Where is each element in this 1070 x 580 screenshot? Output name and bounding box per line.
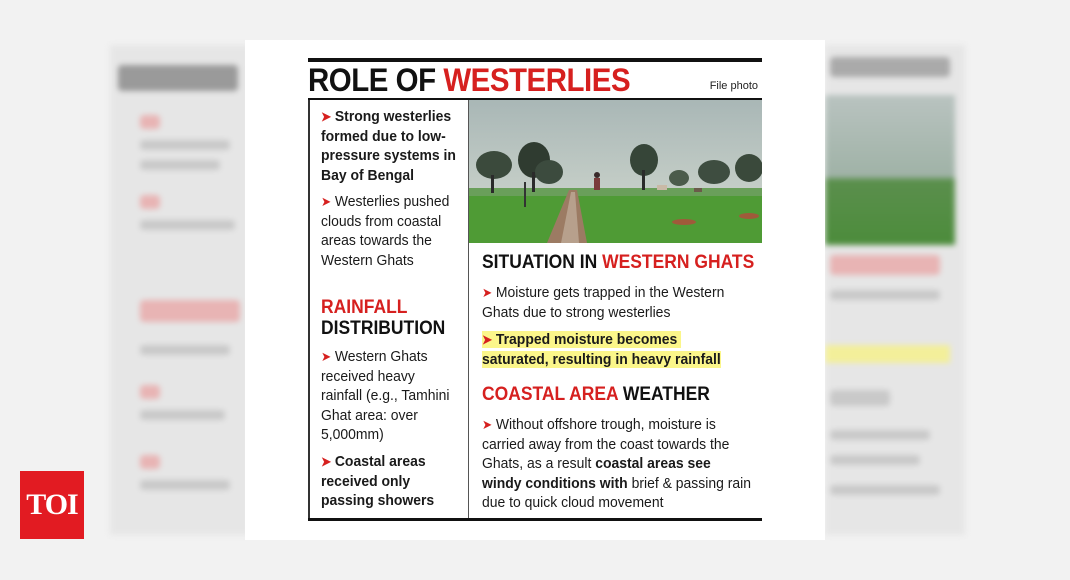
toi-logo[interactable] [20, 471, 84, 539]
arrow-icon: ➤ [482, 332, 493, 347]
highlight-line-1 [482, 331, 681, 348]
right-bullet-1 [482, 283, 756, 322]
section-red: RAINFALL [321, 297, 408, 318]
right-bullet-3-text-1: Without offshore trough, moisture is carried away from the coast towards the Ghats, as a result [482, 416, 730, 472]
section-black: DISTRIBUTION [321, 318, 446, 339]
situation-heading [482, 252, 754, 273]
right-bullet-2-line1: Trapped moisture becomes [495, 331, 678, 348]
left-bullet-3 [321, 347, 456, 445]
section2-black: WEATHER [622, 384, 710, 405]
blurred-left-panel [110, 45, 250, 535]
left-bullet-4-text: Coastal areas received only passing showers [321, 453, 435, 509]
article-image-card [245, 40, 825, 540]
coastal-weather-heading [482, 384, 710, 405]
right-bullet-3-text-2: brief & passing rain due to quick cloud movement [482, 474, 752, 511]
right-bullet-3-bold: coastal areas see windy conditions with [482, 455, 711, 492]
left-bullet-1-text: Strong westerlies formed due to low-pressure systems in Bay of Bengal [321, 108, 456, 184]
arrow-icon: ➤ [482, 285, 493, 300]
left-bullet-3-text: Western Ghats received heavy rainfall (e.g., Tamhini Ghat area: over 5,000mm) [321, 348, 450, 443]
left-bullet-1 [321, 107, 470, 185]
left-bullet-2-text: Westerlies pushed clouds from coastal areas towards the Western Ghats [321, 193, 450, 269]
arrow-icon: ➤ [321, 194, 332, 209]
highlight-line-2: saturated, resulting in heavy rainfall [482, 350, 721, 368]
infographic [308, 58, 762, 521]
right-bullet-3 [482, 415, 752, 513]
section1-red: WESTERN GHATS [602, 252, 755, 273]
section1-black: SITUATION IN [482, 252, 598, 273]
landscape-photo [469, 100, 762, 243]
arrow-icon: ➤ [321, 349, 332, 364]
photo-credit: File photo [709, 80, 758, 92]
infographic-title [308, 63, 630, 97]
right-bullet-1-text: Moisture gets trapped in the Western Ghats due to strong westerlies [482, 284, 725, 321]
title-black: ROLE OF [308, 62, 436, 98]
toi-logo-text: TOI [26, 488, 78, 521]
section2-red: COASTAL AREA [482, 384, 618, 405]
title-red: WESTERLIES [443, 62, 631, 98]
left-bullet-4 [321, 452, 451, 511]
left-column [308, 100, 468, 520]
bottom-rule [308, 518, 762, 521]
left-bullet-2 [321, 192, 456, 270]
blurred-right-panel [825, 45, 965, 535]
arrow-icon: ➤ [321, 454, 332, 469]
arrow-icon: ➤ [321, 109, 332, 124]
arrow-icon: ➤ [482, 417, 493, 432]
right-bullet-2 [482, 330, 770, 369]
rainfall-distribution-heading [321, 297, 445, 339]
